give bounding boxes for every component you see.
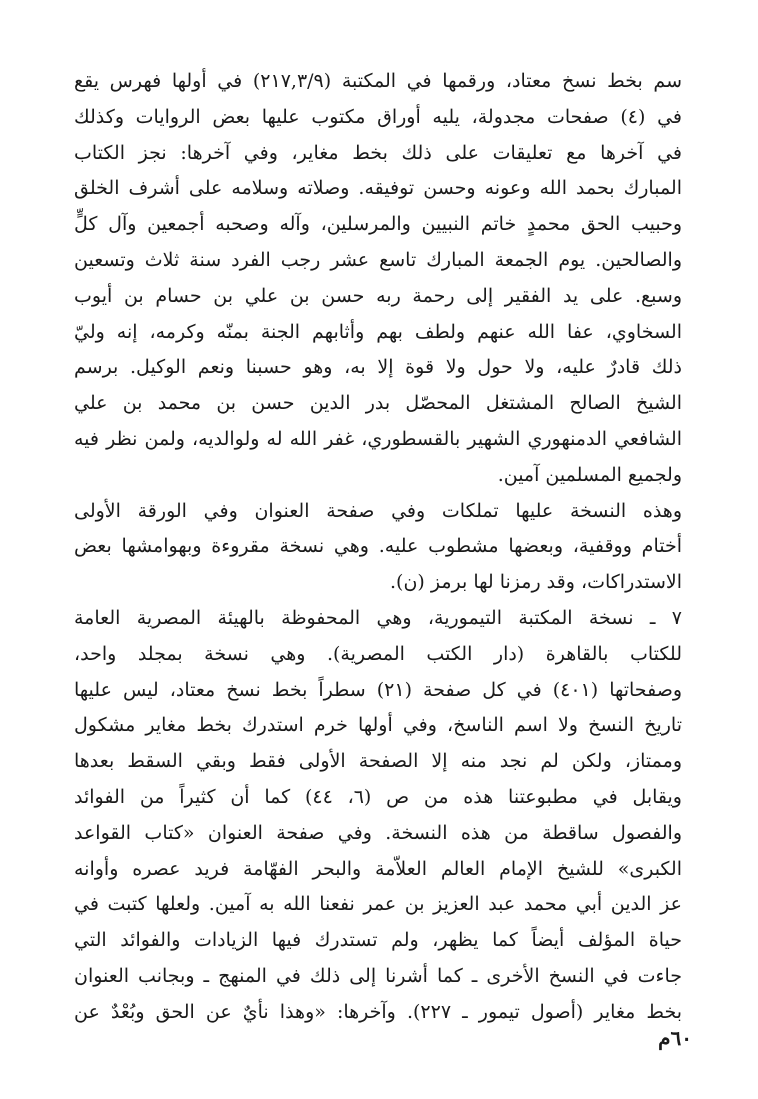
text-line: الشافعي الدمنهوري الشهير بالقسطوري، غفر الله له ولوالديه، ولمن نظر فيه [74,427,682,450]
text-line: وصفحاتها (٤٠١) في كل صفحة (٢١) سطراً بخط نسخ معتاد، ليس عليها [74,678,682,701]
text-line: تاريخ النسخ ولا اسم الناسخ، وفي أولها خرم استدرك بخط مغاير مشكول [74,714,682,737]
text-line: والصالحين. يوم الجمعة المبارك تاسع عشر رجب الفرد سنة ثلاث وتسعين [74,248,682,271]
text-line: الكبرى» للشيخ الإمام العالم العلاّمة والبحر الفهّامة فريد عصره وأوانه [74,857,682,880]
text-line: وهذه النسخة عليها تملكات وفي صفحة العنوان وفي الورقة الأولى [74,499,682,522]
text-line: جاءت في النسخ الأخرى ـ كما أشرنا إلى ذلك في المنهج ـ وبجانب العنوان [74,964,682,987]
text-line: حياة المؤلف أيضاً كما يظهر، ولم تستدرك فيها الزيادات والفوائد التي [74,929,682,952]
text-line: في آخرها مع تعليقات على ذلك بخط مغاير، وفي آخرها: نجز الكتاب [74,141,682,164]
text-line: السخاوي، عفا الله عنهم ولطف بهم وأثابهم الجنة بمنّه وكرمه، إنه وليّ [74,320,682,343]
text-line: وحبيب الحق محمدٍ خاتم النبيين والمرسلين، وآله وصحبه أجمعين وآل كلٍّ [74,213,682,236]
text-line: ذلك قادرٌ عليه، ولا حول ولا قوة إلا به، وهو حسبنا ونعم الوكيل. برسم [74,356,682,379]
text-line: الاستدراكات، وقد رمزنا لها برمز (ن). [390,571,682,594]
page-number: ٦٠م [658,1026,692,1050]
text-line: للكتاب بالقاهرة (دار الكتب المصرية). وهي نسخة بمجلد واحد، [74,642,682,665]
text-line: عز الدين أبي محمد عبد العزيز بن عمر نفعنا الله به آمين. ولعلها كتبت في [74,893,682,916]
text-line: في (٤) صفحات مجدولة، يليه أوراق مكتوب عليها بعض الروايات وكذلك [74,105,682,128]
text-line: وممتاز، ولكن لم نجد منه إلا الصفحة الأولى فقط وبقي السقط بعدها [74,750,682,773]
text-line: ٧ ـ نسخة المكتبة التيمورية، وهي المحفوظة بالهيئة المصرية العامة [74,606,682,629]
text-line: بخط مغاير (أصول تيمور ـ ٢٢٧). وآخرها: «وهذا نأيٌ عن الحق وبُعْدٌ عن [74,1000,682,1023]
text-line: وسبع. على يد الفقير إلى رحمة ربه حسن بن علي بن حسام بن أيوب [74,284,682,307]
body-text [74,64,682,1031]
text-line: سم بخط نسخ معتاد، ورقمها في المكتبة (٢١٧,٣/٩) في أولها فهرس يقع [74,70,682,92]
text-line: ولجميع المسلمين آمين. [497,463,682,486]
text-line: المبارك بحمد الله وعونه وحسن توفيقه. وصلاته وسلامه على أشرف الخلق [74,177,682,200]
text-line: أختام ووقفية، وبعضها مشطوب عليه. وهي نسخة مقروءة وبهوامشها بعض [74,535,682,558]
text-line: والفصول ساقطة من هذه النسخة. وفي صفحة العنوان «كتاب القواعد [74,821,682,844]
text-line: الشيخ الصالح المشتغل المحصّل بدر الدين حسن بن محمد بن علي [74,392,682,415]
text-line: ويقابل في مطبوعتنا هذه من ص (٦، ٤٤) كما أن كثيراً من الفوائد [74,785,682,808]
